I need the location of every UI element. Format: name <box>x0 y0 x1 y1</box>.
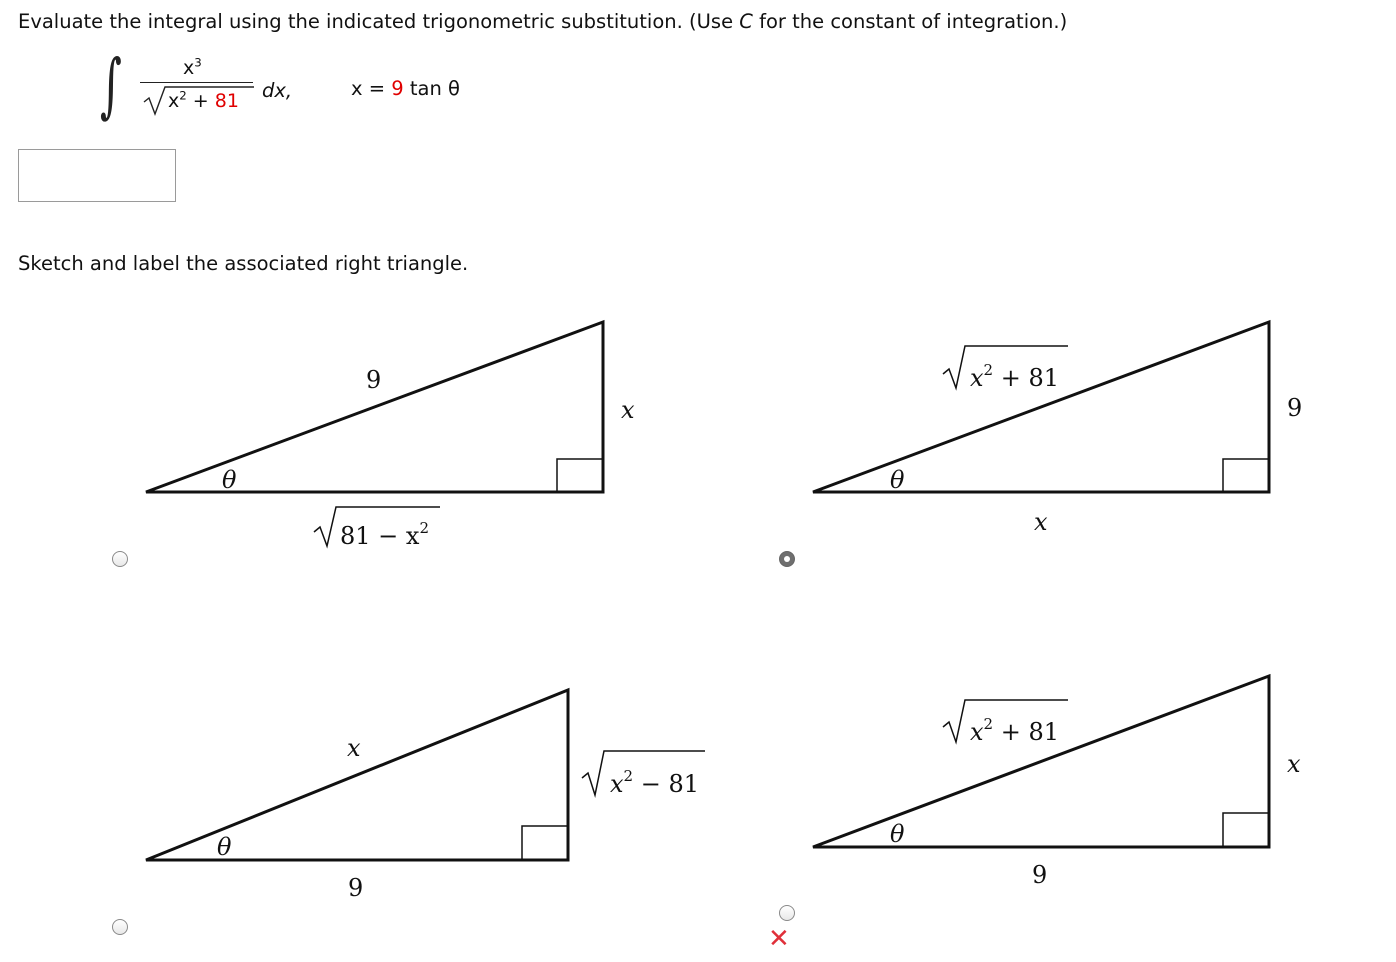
angle-label: θ <box>222 466 237 494</box>
angle-label: θ <box>217 833 232 861</box>
opposite-label: x <box>621 396 635 424</box>
opposite-label: $x^2 - 81$ <box>610 767 699 798</box>
sketch-prompt: Sketch and label the associated right triangle. <box>18 252 469 275</box>
hypotenuse-label: 9 <box>366 366 382 394</box>
opposite-label: 9 <box>1287 394 1303 422</box>
incorrect-icon: ✕ <box>768 924 790 954</box>
adjacent-label: x <box>1034 508 1048 536</box>
numerator: $x^3$ <box>183 55 202 79</box>
substitution: x = 9 tan θ <box>351 77 460 100</box>
integral-sign-icon: ∫ <box>100 44 122 126</box>
radio-option-1[interactable] <box>112 551 128 567</box>
adjacent-label: 9 <box>1032 861 1048 889</box>
radio-option-3[interactable] <box>112 919 128 935</box>
hypotenuse-label: $x^2 + 81$ <box>970 715 1059 746</box>
angle-label: θ <box>890 466 905 494</box>
angle-label: θ <box>890 820 905 848</box>
question-prompt: Evaluate the integral using the indicated trigonometric substitution. (Use C for the constant of integration.) <box>18 10 1068 33</box>
right-angle-marker <box>1223 813 1269 847</box>
radio-option-4[interactable] <box>779 905 795 921</box>
triangle-outline <box>813 676 1269 847</box>
hypotenuse-label: x <box>347 734 361 762</box>
hypotenuse-label: $x^2 + 81$ <box>970 361 1059 392</box>
adjacent-label: 9 <box>348 874 364 902</box>
adjacent-label: $81 - x^2$ <box>340 519 429 550</box>
radicand: $x^2 + 81$ <box>168 88 239 112</box>
opposite-label: x <box>1287 750 1301 778</box>
radio-option-2[interactable] <box>779 551 795 567</box>
differential: dx, <box>262 79 293 102</box>
